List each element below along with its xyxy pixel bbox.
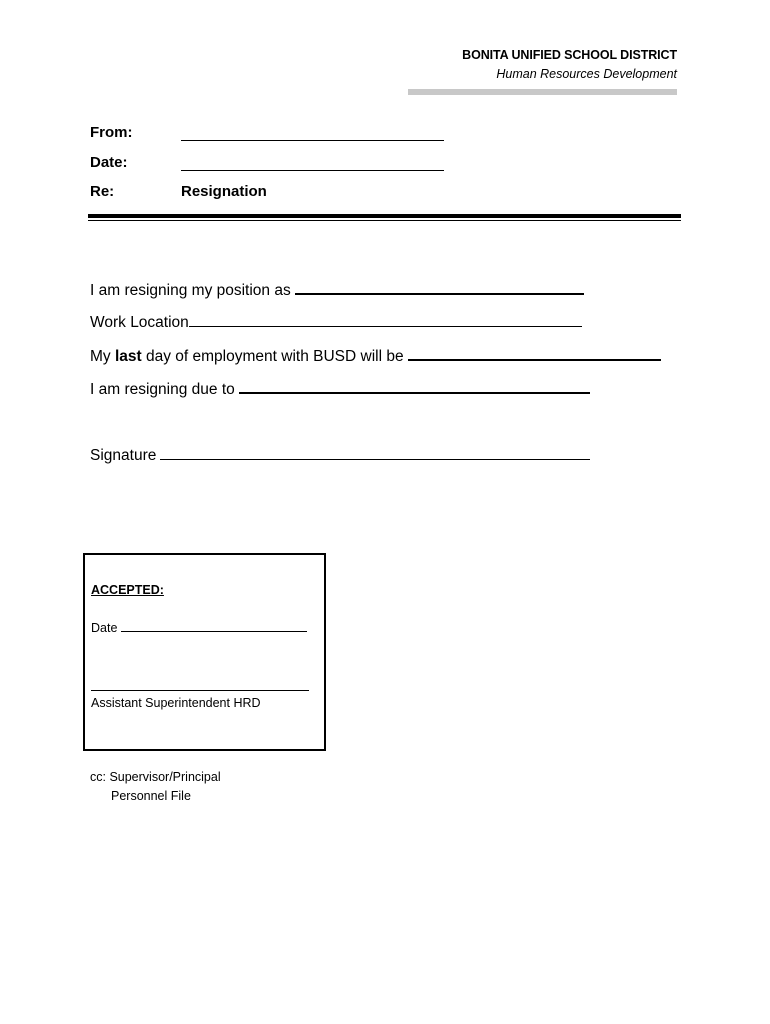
memo-divider-thin — [88, 220, 681, 221]
work-location-line — [90, 312, 582, 334]
reason-label: I am resigning due to — [90, 381, 235, 398]
district-name: BONITA UNIFIED SCHOOL DISTRICT — [462, 48, 677, 62]
work-location-field[interactable] — [189, 312, 582, 327]
date-field[interactable] — [181, 170, 444, 171]
cc-line-2: Personnel File — [111, 789, 191, 803]
signature-field[interactable] — [160, 445, 590, 460]
signature-line — [90, 445, 590, 467]
position-line — [90, 279, 584, 301]
accepted-box — [83, 553, 326, 751]
last-day-label: My last day of employment with BUSD will be — [90, 348, 404, 365]
accepted-date-field[interactable] — [121, 621, 307, 632]
department-name: Human Resources Development — [496, 67, 677, 81]
work-location-label: Work Location — [90, 314, 189, 331]
re-label: Re: — [90, 183, 115, 200]
reason-field[interactable] — [239, 378, 590, 394]
accepted-date-line — [91, 621, 307, 635]
last-day-line — [90, 345, 661, 367]
date-label: Date: — [90, 154, 128, 171]
signature-label: Signature — [90, 447, 157, 464]
accepted-title: ACCEPTED: — [91, 583, 164, 597]
from-label: From: — [90, 124, 133, 141]
from-field[interactable] — [181, 140, 444, 141]
header-divider — [408, 89, 677, 95]
position-field[interactable] — [295, 279, 584, 295]
accepted-role: Assistant Superintendent HRD — [91, 696, 261, 710]
accepted-date-label: Date — [91, 621, 118, 635]
last-day-field[interactable] — [408, 345, 661, 361]
memo-divider-thick — [88, 214, 681, 218]
position-label: I am resigning my position as — [90, 282, 291, 299]
re-value: Resignation — [181, 183, 267, 200]
accepted-signature-field[interactable] — [91, 690, 309, 691]
reason-line — [90, 378, 590, 400]
cc-line-1: cc: Supervisor/Principal — [90, 770, 221, 784]
